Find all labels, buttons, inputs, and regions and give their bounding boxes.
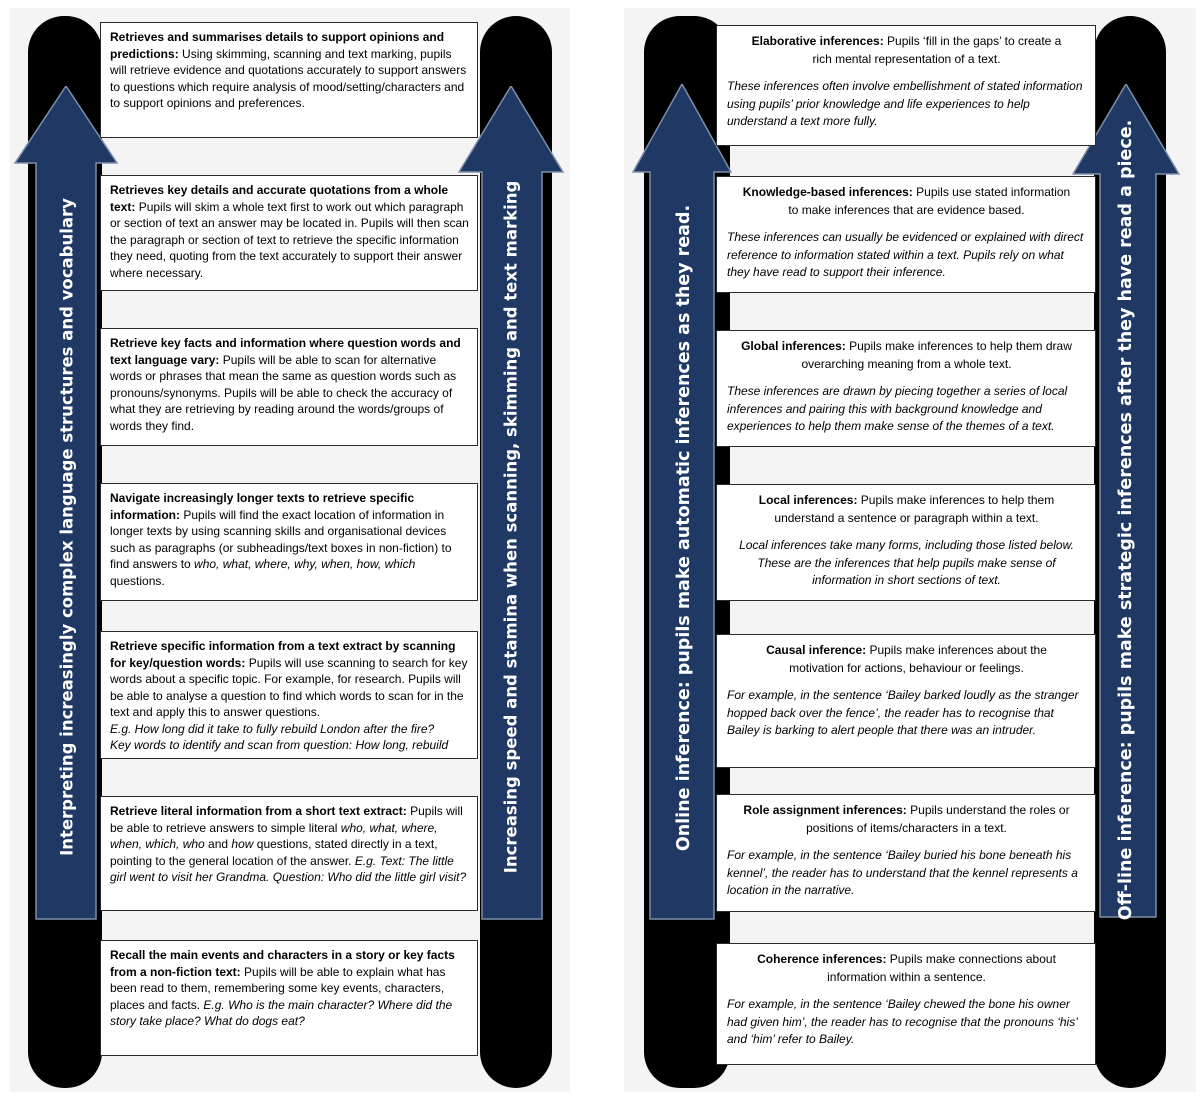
step-title: Retrieves key details and accurate quotations from a whole text: bbox=[110, 183, 449, 214]
step-body: Pupils will be able to scan for alternative words or phrases that mean the same as question words such as pronouns/synonyms. Pupils will be able to check the accuracy of what they are retrieving by reading around the words/groups of words they find. bbox=[110, 352, 457, 433]
step-title: Retrieve key facts and information where question words and text language vary: bbox=[110, 336, 461, 367]
inference-note: These inferences often involve embellishment of stated information using pupils’ prior knowledge and life experiences to help understand a text more fully. bbox=[727, 79, 1083, 128]
inference-title: Role assignment inferences: bbox=[743, 803, 907, 817]
inference-description: Pupils use stated information to make inferences that are evidence based. bbox=[788, 185, 1071, 217]
inference-note: These inferences can usually be evidenced or explained with direct reference to information stated within a text. Pupils rely on what they have read to support their inference. bbox=[727, 230, 1084, 279]
left-arrow-label: Online inference: pupils make automatic inferences as they read. bbox=[674, 204, 694, 852]
retrieval-step-box bbox=[100, 483, 478, 601]
inference-description: Pupils understand the roles or positions of items/characters in a text. bbox=[806, 803, 1070, 835]
retrieval-step-box bbox=[100, 631, 478, 759]
inference-description: Pupils make connections about information within a sentence. bbox=[827, 952, 1056, 984]
inference-description: Pupils make inferences to help them understand a sentence or paragraph within a text. bbox=[774, 493, 1055, 525]
retrieval-step-box bbox=[100, 22, 478, 138]
step-title: Navigate increasingly longer texts to retrieve specific information: bbox=[110, 491, 415, 522]
inference-box bbox=[716, 176, 1096, 293]
step-body-italic: how bbox=[231, 837, 254, 851]
step-body: questions, stated directly in a text, pointing to the general location of the answer. bbox=[110, 837, 438, 868]
step-title: Retrieves and summarises details to support opinions and predictions bbox=[110, 30, 445, 61]
inference-box bbox=[716, 943, 1096, 1065]
inference-box bbox=[716, 25, 1096, 146]
step-body-italic: E.g. Who is the main character? Where did the story take place? What do dogs eat? bbox=[110, 997, 453, 1028]
inference-title: Global inferences: bbox=[741, 339, 846, 353]
inference-note: For example, in the sentence ‘Bailey chewed the bone his owner had given him’, the reader has to recognise that the pronouns ‘his’ and ‘him’ refer to Bailey. bbox=[727, 997, 1078, 1046]
step-body: and bbox=[204, 837, 232, 851]
step-body: Pupils will be able to retrieve answers to simple literal bbox=[110, 804, 463, 835]
inference-box bbox=[716, 484, 1096, 601]
step-example: Key words to identify and scan from question: How long, rebuild bbox=[110, 738, 449, 752]
inference-note: These inferences are drawn by piecing together a series of local inferences and pairing this with background knowledge and experiences to help them make sense of the themes of a text. bbox=[727, 384, 1068, 433]
inference-diagram-panel bbox=[624, 8, 1196, 1092]
step-title-sep: : bbox=[174, 46, 183, 61]
step-body-tail: questions. bbox=[110, 573, 165, 588]
left-arrow-label: Interpreting increasingly complex language structures and vocabulary bbox=[57, 198, 77, 856]
inference-title: Coherence inferences: bbox=[757, 952, 887, 966]
step-title: Recall the main events and characters in a story or key facts from a non-fiction text: bbox=[110, 948, 455, 979]
inference-note: For example, in the sentence ‘Bailey buried his bone beneath his kennel’, the reader has to understand that the kennel represents a location in the narrative. bbox=[727, 848, 1078, 897]
retrieval-step-box bbox=[100, 328, 478, 446]
step-body-italic: who, what, where, why, when, how, which bbox=[194, 557, 416, 571]
inference-box bbox=[716, 634, 1096, 768]
inference-title: Local inferences: bbox=[758, 493, 858, 507]
inference-box bbox=[716, 330, 1096, 447]
retrieval-step-box bbox=[100, 796, 478, 911]
step-body: Using skimming, scanning and text marking, pupils will retrieve evidence and quotations accurately to support answers to questions which require analysis of mood/setting/characters and to support opinions and preferences. bbox=[110, 46, 467, 110]
inference-note: Local inferences take many forms, including those listed below. These are the inferences that help pupils make sense of information in short sections of text. bbox=[739, 538, 1074, 587]
step-body-italic: who, what, where, when, which, who bbox=[110, 820, 438, 851]
inference-description: Pupils make inferences to help them draw overarching meaning from a whole text. bbox=[801, 339, 1072, 371]
step-title: Retrieve specific information from a text extract by scanning for key/question words: bbox=[110, 639, 456, 670]
step-body: Pupils will use scanning to search for key words about a specific topic. For example, for research. Pupils will be able to analyse a question to find which words to scan for in the text and apply this to answer questions. bbox=[110, 655, 468, 719]
right-arrow-label: Off-line inference: pupils make strategic inferences after they have read a piece. bbox=[1116, 119, 1136, 921]
retrieval-diagram-panel bbox=[10, 8, 570, 1092]
retrieval-step-box bbox=[100, 940, 478, 1056]
right-arrow-label: Increasing speed and stamina when scanning, skimming and text marking bbox=[501, 180, 521, 874]
inference-description: Pupils ‘fill in the gaps’ to create a rich mental representation of a text. bbox=[812, 34, 1062, 66]
step-body: Pupils will skim a whole text first to work out which paragraph or section of text an answer may be located in. Pupils will then scan the paragraph or section of text to retrieve the specific information they need, quoting from the text accurately to support their answer where necessary. bbox=[110, 199, 469, 280]
step-example: E.g. How long did it take to fully rebuild London after the fire? bbox=[110, 721, 435, 736]
inference-description: Pupils make inferences about the motivation for actions, behaviour or feelings. bbox=[789, 643, 1047, 675]
step-body: Pupils will find the exact location of information in longer texts by using scanning skills and organisational devices such as paragraphs (or subheadings/text boxes in non-fiction) to find answers to bbox=[110, 507, 452, 571]
inference-title: Elaborative inferences: bbox=[751, 34, 884, 48]
inference-note: For example, in the sentence ‘Bailey barked loudly as the stranger hopped back over the fence’, the reader has to recognise that Bailey is barking to alert people that there was an intruder. bbox=[727, 688, 1079, 737]
retrieval-step-box bbox=[100, 175, 478, 291]
step-title: Retrieve literal information from a short text extract: bbox=[110, 804, 407, 818]
step-body: Pupils will be able to explain what has been read to them, remembering some key events, characters, places and facts. bbox=[110, 964, 446, 1012]
inference-box bbox=[716, 794, 1096, 912]
inference-title: Causal inference: bbox=[766, 643, 867, 657]
step-body-italic: E.g. Text: The little girl went to visit her Grandma. Question: Who did the little girl visit? bbox=[110, 853, 467, 884]
inference-title: Knowledge-based inferences: bbox=[742, 185, 913, 199]
